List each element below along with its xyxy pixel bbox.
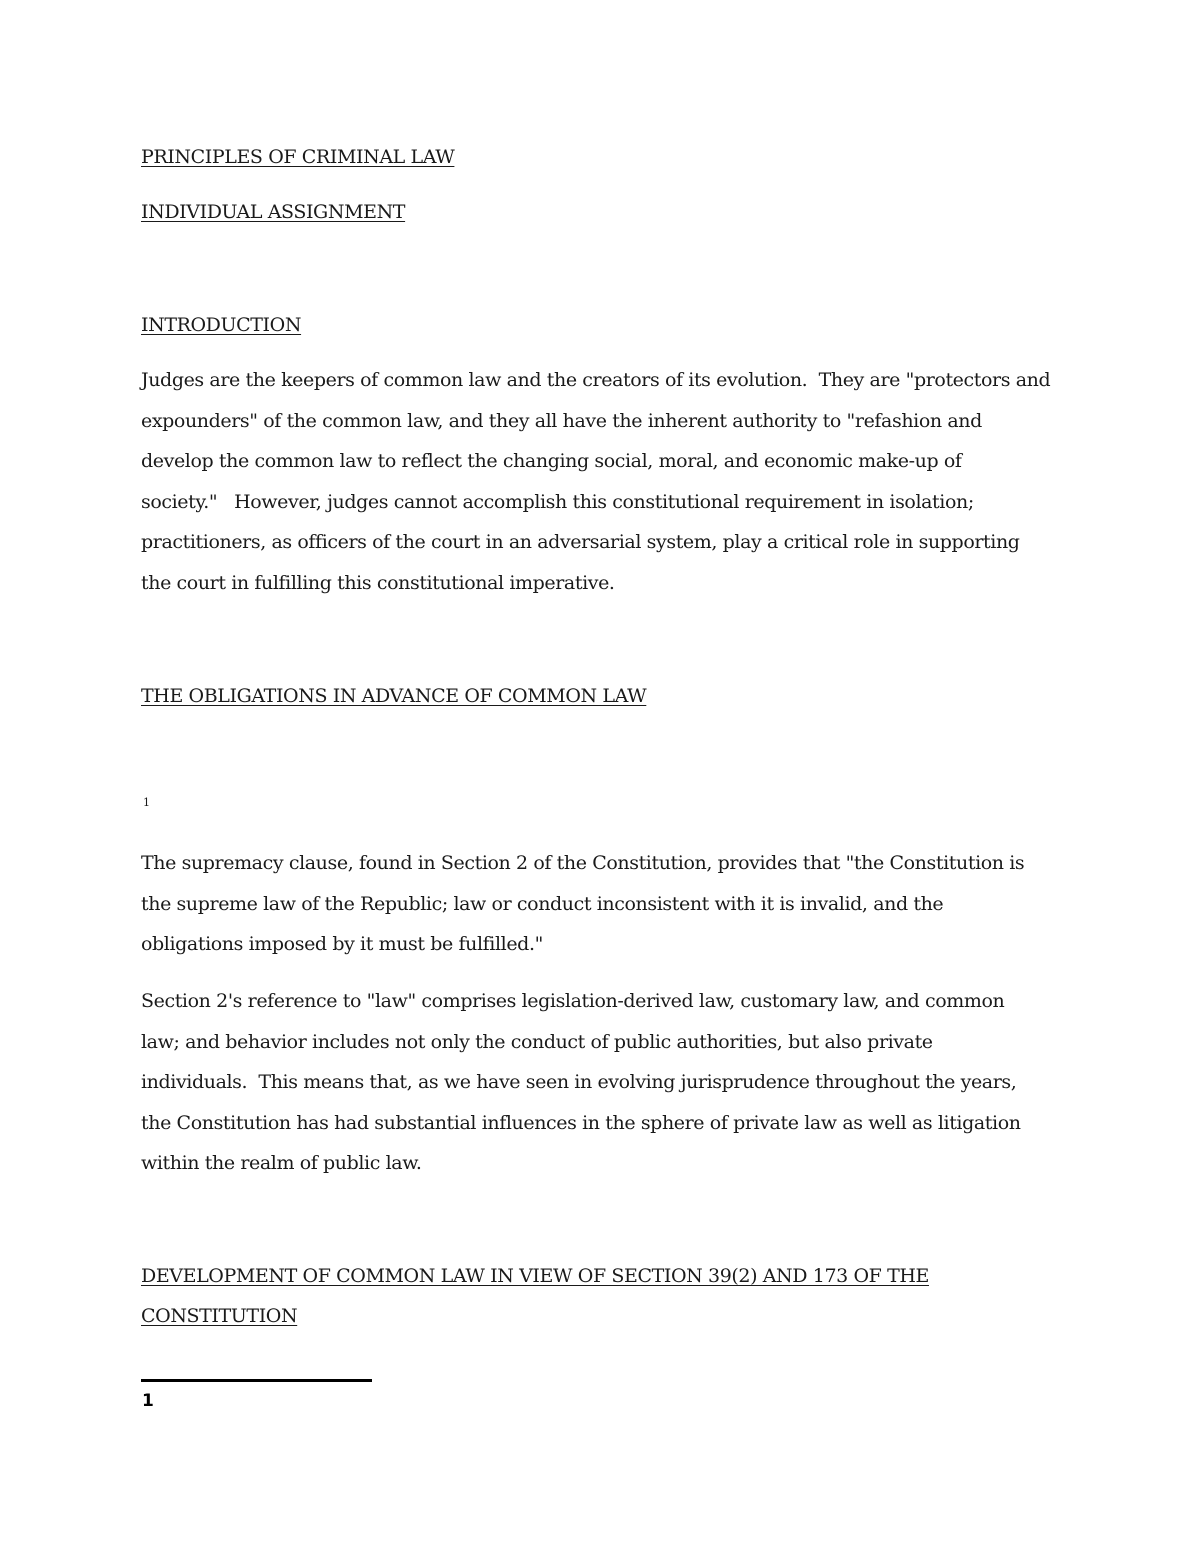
paragraph-line: obligations imposed by it must be fulfilled."	[141, 933, 543, 956]
introduction-paragraph	[141, 360, 1071, 604]
paragraph-line: the Constitution has had substantial influences in the sphere of private law as well as litigation	[141, 1111, 1021, 1134]
section-heading-introduction: INTRODUCTION	[141, 314, 302, 336]
paragraph-line: law; and behavior includes not only the conduct of public authorities, but also private	[141, 1030, 933, 1053]
section-2-paragraph	[141, 981, 1071, 1184]
footnote-number: 1	[142, 1391, 154, 1411]
section-heading-development	[141, 1256, 1071, 1336]
paragraph-line: Judges are the keepers of common law and the creators of its evolution. They are "protectors and	[141, 369, 1051, 391]
paragraph-line: the court in fulfilling this constitutional imperative.	[141, 571, 615, 594]
paragraph-line: expounders" of the common law, and they all have the inherent authority to "refashion and	[141, 409, 982, 432]
document-title: PRINCIPLES OF CRIMINAL LAW	[141, 146, 455, 168]
paragraph-line: individuals. This means that, as we have seen in evolving jurisprudence throughout the years,	[141, 1071, 1017, 1094]
paragraph-line: practitioners, as officers of the court in an adversarial system, play a critical role in supporting	[141, 531, 1020, 554]
supremacy-clause-paragraph	[141, 843, 1071, 965]
paragraph-line: the supreme law of the Republic; law or conduct inconsistent with it is invalid, and the	[141, 892, 944, 915]
section-heading-obligations: THE OBLIGATIONS IN ADVANCE OF COMMON LAW	[141, 685, 647, 707]
paragraph-line: within the realm of public law.	[141, 1152, 422, 1175]
footnote-reference-marker: 1	[143, 796, 150, 809]
paragraph-line: The supremacy clause, found in Section 2 of the Constitution, provides that "the Constitution is	[141, 852, 1025, 874]
heading-line: DEVELOPMENT OF COMMON LAW IN VIEW OF SECTION 39(2) AND 173 OF THE	[141, 1265, 929, 1287]
heading-line: CONSTITUTION	[141, 1305, 298, 1327]
paragraph-line: Section 2's reference to "law" comprises legislation-derived law, customary law, and common	[141, 990, 1005, 1012]
paragraph-line: society." However, judges cannot accomplish this constitutional requirement in isolation;	[141, 490, 974, 513]
paragraph-line: develop the common law to reflect the changing social, moral, and economic make-up of	[141, 450, 962, 473]
footnote-separator-rule	[141, 1379, 372, 1382]
document-subtitle: INDIVIDUAL ASSIGNMENT	[141, 201, 406, 223]
